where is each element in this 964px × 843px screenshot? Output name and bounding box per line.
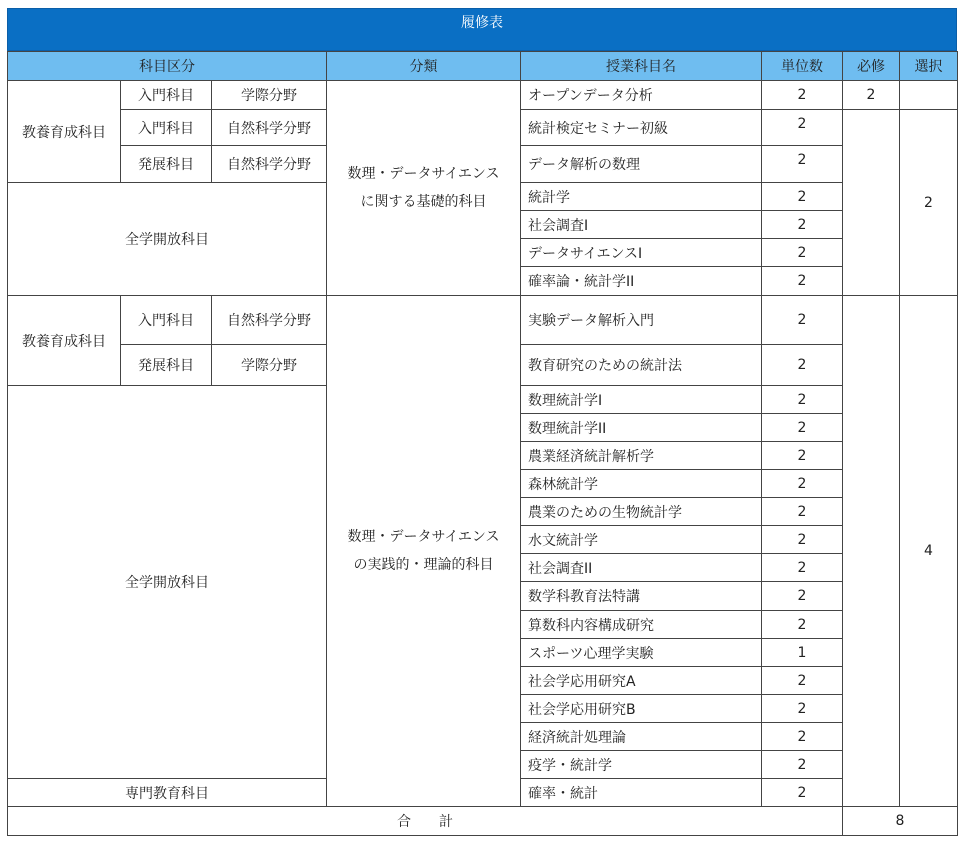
s1-level: 発展科目	[121, 146, 212, 183]
course-credits: 2	[762, 554, 843, 582]
course-credits: 2	[762, 611, 843, 639]
s1-field: 自然科学分野	[212, 110, 327, 146]
course-credits: 2	[762, 110, 843, 146]
course-credits: 2	[762, 470, 843, 498]
course-name: 確率・統計	[521, 779, 762, 807]
s2-open-label: 全学開放科目	[8, 386, 327, 779]
course-name: スポーツ心理学実験	[521, 639, 762, 667]
course-credits: 2	[762, 526, 843, 554]
total-label: 合 計	[8, 807, 843, 836]
s2-elective-value: 4	[900, 296, 958, 807]
s1-classification	[327, 81, 521, 296]
header-course-name: 授業科目名	[521, 52, 762, 81]
course-credits: 2	[762, 239, 843, 267]
s2-level: 発展科目	[121, 345, 212, 386]
course-name: 数理統計学I	[521, 386, 762, 414]
course-credits: 2	[762, 146, 843, 183]
s1-required-blank	[843, 110, 900, 296]
course-name: データ解析の数理	[521, 146, 762, 183]
course-credits: 2	[762, 386, 843, 414]
course-credits: 1	[762, 639, 843, 667]
course-credits: 2	[762, 695, 843, 723]
course-name: 農業のための生物統計学	[521, 498, 762, 526]
header-credits: 単位数	[762, 52, 843, 81]
course-credits: 2	[762, 442, 843, 470]
s2-field: 自然科学分野	[212, 296, 327, 345]
course-name: 教育研究のための統計法	[521, 345, 762, 386]
course-name: 数理統計学II	[521, 414, 762, 442]
course-credits: 2	[762, 211, 843, 239]
course-name: 統計学	[521, 183, 762, 211]
s2-classification-line2: の実践的・理論的科目	[353, 557, 494, 573]
header-elective: 選択	[900, 52, 958, 81]
course-credits: 2	[762, 582, 843, 611]
course-name: 社会調査II	[521, 554, 762, 582]
table-title: 履修表	[7, 8, 957, 51]
course-credits: 2	[762, 498, 843, 526]
course-name: 社会学応用研究A	[521, 667, 762, 695]
header-category: 科目区分	[8, 52, 327, 81]
header-row	[8, 52, 958, 81]
course-credits: 2	[762, 296, 843, 345]
s1-elective-blank	[900, 81, 958, 110]
course-credits: 2	[762, 751, 843, 779]
course-credits: 2	[762, 414, 843, 442]
s1-field: 自然科学分野	[212, 146, 327, 183]
course-credits: 2	[762, 81, 843, 110]
course-name: 確率論・統計学II	[521, 267, 762, 296]
s1-open-label: 全学開放科目	[8, 183, 327, 296]
s1-level: 入門科目	[121, 81, 212, 110]
header-classification: 分類	[327, 52, 521, 81]
course-credits: 2	[762, 183, 843, 211]
total-row	[8, 807, 958, 836]
course-credits: 2	[762, 723, 843, 751]
s1-field: 学際分野	[212, 81, 327, 110]
s2-field: 学際分野	[212, 345, 327, 386]
course-name: 水文統計学	[521, 526, 762, 554]
s2-classification	[327, 296, 521, 807]
course-name: 数学科教育法特講	[521, 582, 762, 611]
course-name: データサイエンスI	[521, 239, 762, 267]
course-credits: 2	[762, 667, 843, 695]
s1-level: 入門科目	[121, 110, 212, 146]
course-name: 疫学・統計学	[521, 751, 762, 779]
total-value: 8	[843, 807, 958, 836]
course-name: 社会学応用研究B	[521, 695, 762, 723]
course-credits: 2	[762, 345, 843, 386]
course-credits: 2	[762, 779, 843, 807]
s2-required-blank	[843, 296, 900, 807]
s1-elective-value: 2	[900, 110, 958, 296]
s1-classification-line1: 数理・データサイエンス	[347, 166, 500, 182]
course-credits: 2	[762, 267, 843, 296]
course-name: 森林統計学	[521, 470, 762, 498]
course-name: 統計検定セミナー初級	[521, 110, 762, 146]
curriculum-table	[7, 51, 958, 836]
header-required: 必修	[843, 52, 900, 81]
s1-classification-line2: に関する基礎的科目	[360, 194, 487, 210]
s1-group-label: 教養育成科目	[8, 81, 121, 183]
course-name: 社会調査I	[521, 211, 762, 239]
course-name: 算数科内容構成研究	[521, 611, 762, 639]
course-name: オープンデータ分析	[521, 81, 762, 110]
table-row	[8, 296, 958, 345]
curriculum-table-container	[7, 8, 957, 836]
s2-classification-line1: 数理・データサイエンス	[347, 529, 500, 545]
course-name: 経済統計処理論	[521, 723, 762, 751]
course-name: 実験データ解析入門	[521, 296, 762, 345]
table-row	[8, 81, 958, 110]
s2-specialty-label: 専門教育科目	[8, 779, 327, 807]
s2-level: 入門科目	[121, 296, 212, 345]
course-name: 農業経済統計解析学	[521, 442, 762, 470]
s1-required-value: 2	[843, 81, 900, 110]
s2-group-label: 教養育成科目	[8, 296, 121, 386]
